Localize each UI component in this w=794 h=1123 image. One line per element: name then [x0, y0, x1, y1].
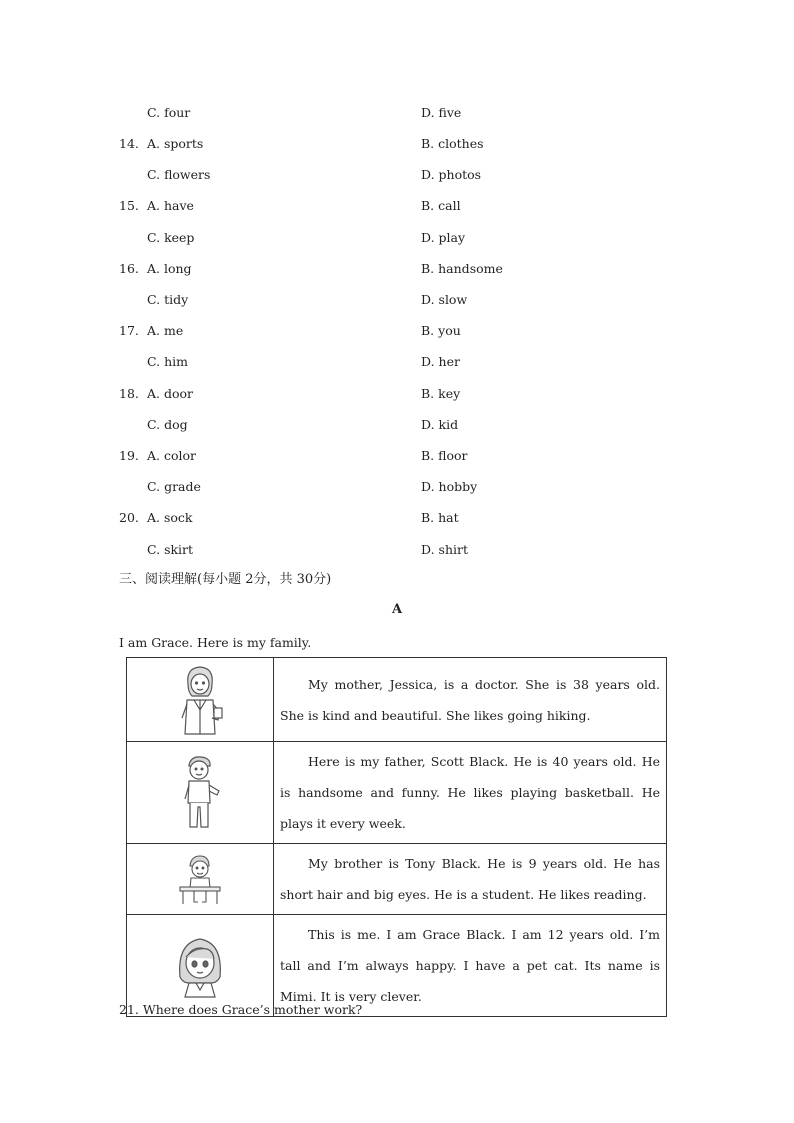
grace-description: This is me. I am Grace Black. I am 12 years old. I’m tall and I’m always happy. I have a pet cat. Its name is Mimi. It is very clever. [280, 927, 660, 1004]
option-row [0, 290, 794, 310]
option-right: B. clothes [421, 136, 484, 151]
option-row [0, 165, 794, 185]
question-number: 17. [119, 323, 139, 338]
father-description: Here is my father, Scott Black. He is 40 years old. He is handsome and funny. He likes playing basketball. He plays it every week. [280, 754, 660, 831]
picture-cell [127, 844, 274, 915]
section-title: 三、阅读理解(每小题 2分，共 30分) [119, 572, 332, 587]
option-row [0, 103, 794, 123]
option-left: A. color [147, 448, 196, 463]
table-row [127, 742, 667, 844]
question-number: 18. [119, 386, 139, 401]
option-row [0, 477, 794, 497]
option-right: D. five [421, 105, 462, 120]
mother-description: My mother, Jessica, is a doctor. She is 38 years old. She is kind and beautiful. She likes going hiking. [280, 676, 660, 723]
option-left: A. door [147, 386, 194, 401]
option-left: C. four [147, 105, 191, 120]
option-right: B. handsome [421, 261, 503, 276]
option-right: D. her [421, 354, 460, 369]
option-row [0, 352, 794, 372]
father-illustration [177, 753, 223, 833]
question-number: 14. [119, 136, 139, 151]
option-right: D. photos [421, 167, 482, 182]
description-cell [274, 844, 667, 915]
grace-girl-illustration [175, 933, 225, 999]
option-row [0, 384, 794, 404]
table-row [127, 658, 667, 742]
option-right: D. slow [421, 292, 468, 307]
option-right: B. key [421, 386, 461, 401]
passage-intro: I am Grace. Here is my family. [119, 635, 312, 650]
option-right: D. hobby [421, 479, 478, 494]
description-cell [274, 658, 667, 742]
option-row [0, 259, 794, 279]
question-number: 16. [119, 261, 139, 276]
option-right: B. floor [421, 448, 468, 463]
option-row [0, 134, 794, 154]
option-left: C. flowers [147, 167, 211, 182]
question-number: 20. [119, 510, 139, 525]
option-row [0, 540, 794, 560]
option-right: B. you [421, 323, 461, 338]
option-row [0, 228, 794, 248]
brother-student-illustration [176, 852, 224, 906]
option-row [0, 321, 794, 341]
question-21: 21. Where does Grace’s mother work? [119, 1002, 363, 1017]
option-left: A. sock [147, 510, 193, 525]
table-row [127, 844, 667, 915]
picture-cell [127, 742, 274, 844]
option-left: C. keep [147, 230, 195, 245]
option-left: A. sports [147, 136, 204, 151]
option-row [0, 508, 794, 528]
description-cell [274, 742, 667, 844]
option-left: C. skirt [147, 542, 194, 557]
question-number: 19. [119, 448, 139, 463]
option-right: B. hat [421, 510, 459, 525]
option-left: C. him [147, 354, 188, 369]
option-row [0, 415, 794, 435]
question-number: 15. [119, 198, 139, 213]
option-row [0, 446, 794, 466]
option-left: A. long [147, 261, 192, 276]
option-right: D. play [421, 230, 466, 245]
option-left: C. grade [147, 479, 201, 494]
option-right: B. call [421, 198, 461, 213]
brother-description: My brother is Tony Black. He is 9 years old. He has short hair and big eyes. He is a student. He likes reading. [280, 856, 660, 902]
option-right: D. shirt [421, 542, 468, 557]
option-row [0, 196, 794, 216]
option-left: C. tidy [147, 292, 189, 307]
family-table [126, 657, 667, 1017]
passage-label: A [391, 602, 403, 617]
picture-cell [127, 658, 274, 742]
option-right: D. kid [421, 417, 459, 432]
option-left: C. dog [147, 417, 188, 432]
option-left: A. me [147, 323, 184, 338]
option-left: A. have [147, 198, 194, 213]
doctor-mother-illustration [174, 662, 226, 738]
